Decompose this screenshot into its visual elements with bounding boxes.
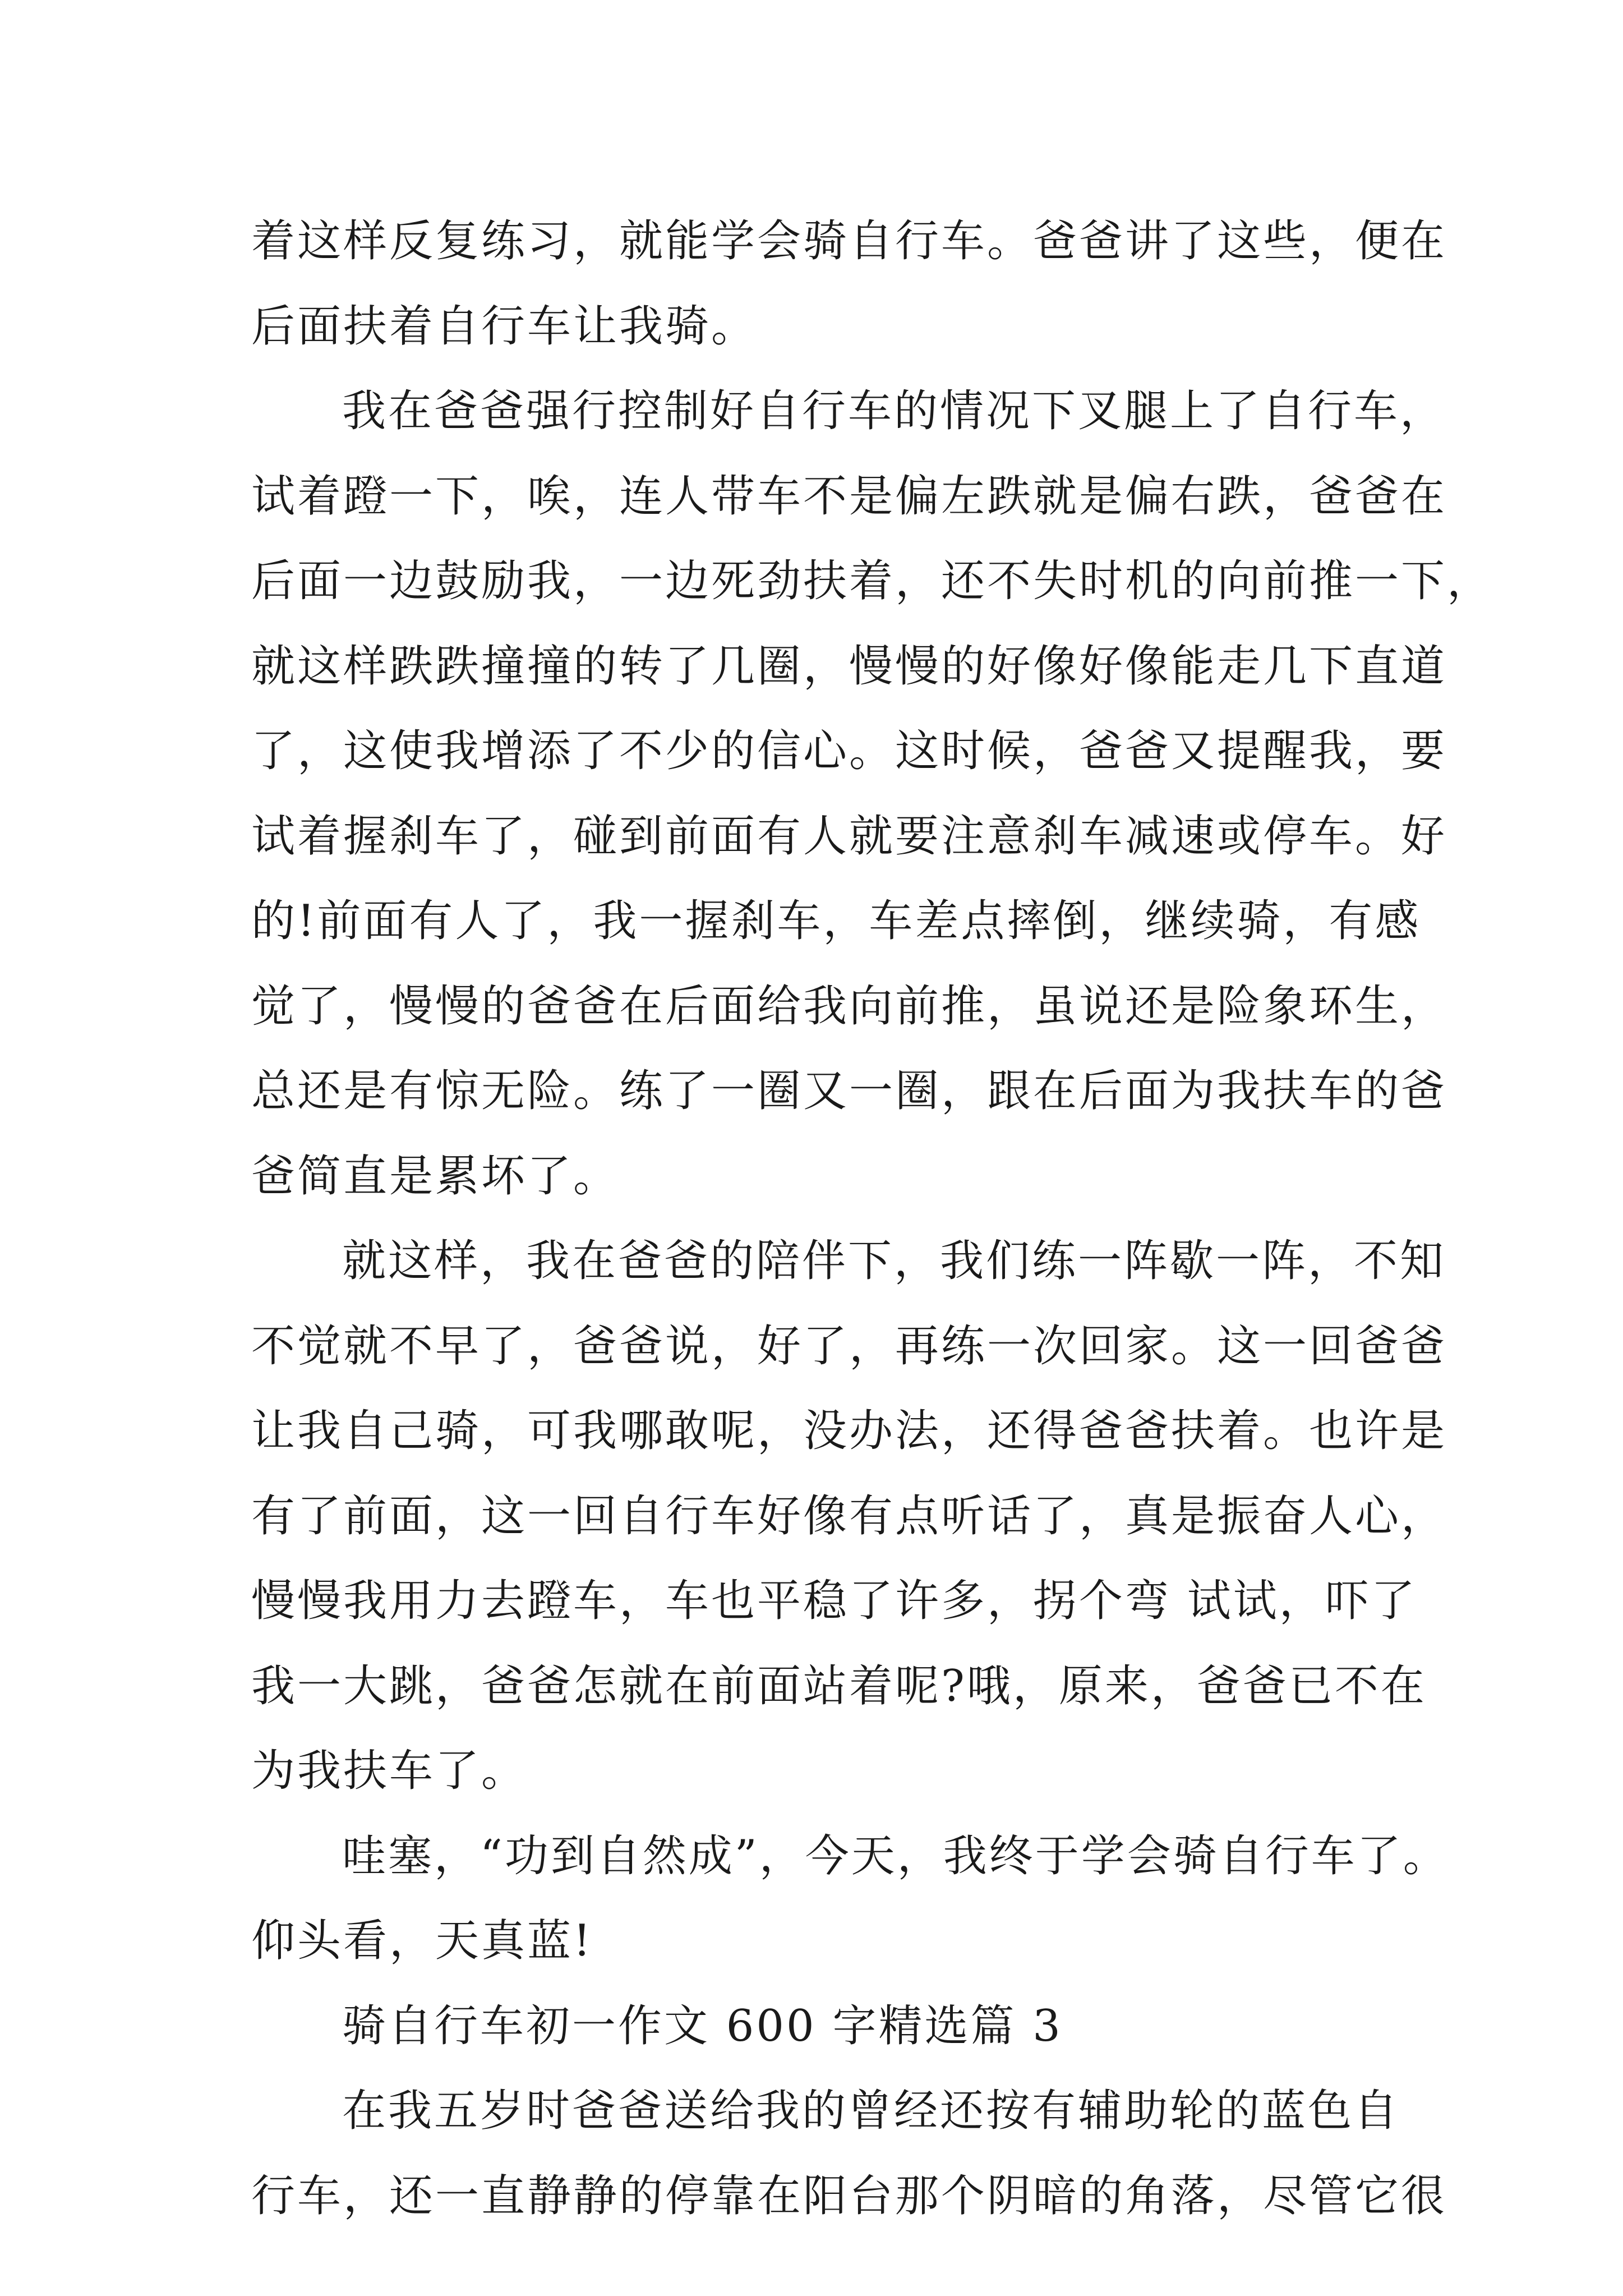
text-line: 后面扶着自行车让我骑。 [251, 301, 758, 352]
text-line: 试着蹬一下，唉，连人带车不是偏左跌就是偏右跌，爸爸在 [251, 471, 1447, 522]
text-line: 了，这使我增添了不少的信心。这时候，爸爸又提醒我，要 [251, 726, 1447, 776]
paragraph-start-line: 在我五岁时爸爸送给我的曾经还按有辅助轮的蓝色自 [342, 2086, 1400, 2136]
paragraph-start-line: 我在爸爸强行控制好自行车的情况下叉腿上了自行车， [342, 386, 1446, 436]
text-line: 有了前面，这一回自行车好像有点听话了，真是振奋人心， [251, 1490, 1447, 1542]
text-line: 仰头看，天真蓝! [251, 1916, 593, 1966]
text-line: 试着握刹车了，碰到前面有人就要注意刹车减速或停车。好 [251, 811, 1447, 862]
text-line: 后面一边鼓励我，一边死劲扶着，还不失时机的向前推一下， [251, 556, 1493, 606]
paragraph-start-line: 就这样，我在爸爸的陪伴下，我们练一阵歇一阵，不知 [342, 1236, 1446, 1286]
text-line: 为我扶车了。 [251, 1746, 528, 1796]
text-line: 着这样反复练习，就能学会骑自行车。爸爸讲了这些，便在 [251, 216, 1447, 266]
text-line: 我一大跳，爸爸怎就在前面站着呢?哦，原来，爸爸已不在 [251, 1660, 1427, 1711]
text-line: 总还是有惊无险。练了一圈又一圈，跟在后面为我扶车的爸 [251, 1066, 1447, 1116]
text-line: 的!前面有人了，我一握刹车，车差点摔倒，继续骑，有感 [251, 896, 1421, 946]
text-line: 让我自己骑，可我哪敢呢，没办法，还得爸爸扶着。也许是 [251, 1406, 1447, 1456]
text-line: 行车，还一直静静的停靠在阳台那个阴暗的角落，尽管它很 [251, 2170, 1447, 2221]
article-body [251, 199, 1493, 2239]
text-line: 觉了，慢慢的爸爸在后面给我向前推，虽说还是险象环生， [251, 981, 1447, 1032]
text-line: 就这样跌跌撞撞的转了几圈，慢慢的好像好像能走几下直道 [251, 641, 1447, 692]
section-heading: 骑自行车初一作文 600 字精选篇 3 [342, 2000, 1063, 2051]
text-line: 爸简直是累坏了。 [251, 1151, 620, 1202]
text-line: 慢慢我用力去蹬车，车也平稳了许多，拐个弯 试试，吓了 [251, 1576, 1417, 1626]
paragraph-start-line: 哇塞，“功到自然成”，今天，我终于学会骑自行车了。 [342, 1830, 1449, 1881]
text-line: 不觉就不早了，爸爸说，好了，再练一次回家。这一回爸爸 [251, 1320, 1447, 1372]
